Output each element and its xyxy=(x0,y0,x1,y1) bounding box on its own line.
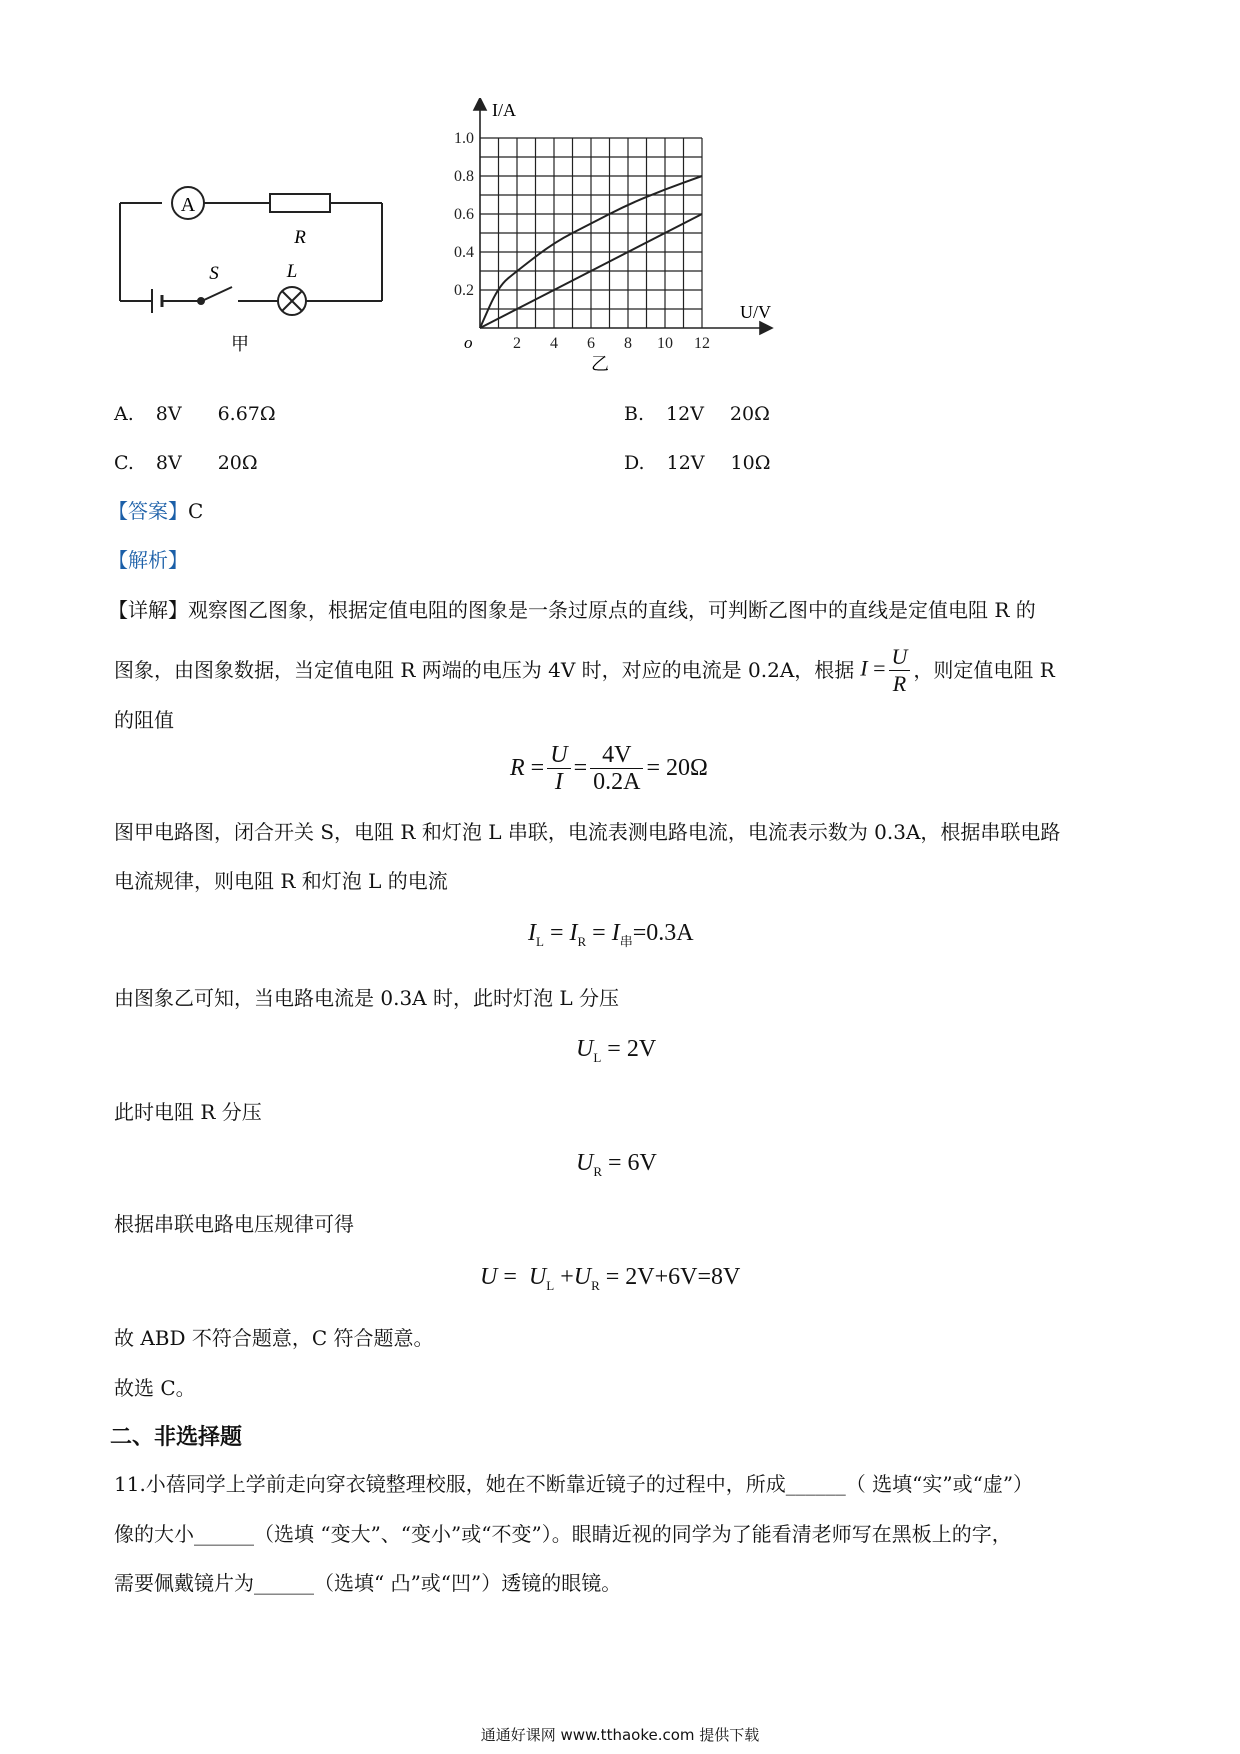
y-axis-label: I/A xyxy=(492,100,516,120)
eq-sub: R xyxy=(577,934,587,949)
detail-text: ，则定值电阻 R xyxy=(913,658,1055,682)
detail-tag: 【详解】 xyxy=(108,598,188,622)
option-c xyxy=(114,449,258,477)
eq-symbol: I xyxy=(554,769,563,795)
eq-symbol: U xyxy=(528,1264,547,1290)
analysis-tag: 【解析】 xyxy=(108,548,188,572)
y-tick-label: 0.6 xyxy=(454,206,474,223)
eq-value: = 2V+6V=8V xyxy=(605,1264,741,1290)
eq-sub: L xyxy=(593,1050,602,1065)
figure-yi-caption: 乙 xyxy=(591,354,609,374)
question-11-line-1: 11.小蓓同学上学前走向穿衣镜整理校服，她在不断靠近镜子的过程中，所成______（ 选填“实”或“虚”） xyxy=(114,1472,1034,1496)
detail-text: 图象，由图象数据，当定值电阻 R 两端的电压为 4V 时，对应的电流是 0.2A，根据 xyxy=(114,658,855,682)
equation-total-voltage: $U = U_L +U_R = 2V+6V=8V$ xyxy=(480,1264,741,1293)
eq-value: = 6V xyxy=(608,1150,657,1176)
x-tick-label: 6 xyxy=(587,335,595,352)
paragraph-7: 故选 C。 xyxy=(114,1376,196,1400)
eq-symbol: R xyxy=(892,670,907,696)
eq-symbol: I xyxy=(528,920,536,946)
option-resistance: 20Ω xyxy=(217,452,258,474)
eq-sub: L xyxy=(536,934,544,949)
option-letter: C. xyxy=(114,452,134,474)
option-resistance: 20Ω xyxy=(729,403,770,425)
option-letter: A. xyxy=(114,403,134,425)
lamp-label: L xyxy=(286,261,298,282)
y-tick-label: 0.8 xyxy=(454,168,474,185)
eq-symbol: I xyxy=(611,920,620,946)
eq-value: = 2V xyxy=(607,1036,657,1062)
option-voltage: 8V xyxy=(155,403,182,425)
eq-symbol: U xyxy=(573,1264,592,1290)
option-d xyxy=(624,449,770,477)
eq-symbol: I xyxy=(569,920,578,946)
x-axis-label: U/V xyxy=(740,302,771,322)
switch-label: S xyxy=(209,263,219,284)
paragraph-2a: 图甲电路图，闭合开关 S，电阻 R 和灯泡 L 串联，电流表测电路电流，电流表示数为 0.3A，根据串联电路 xyxy=(114,820,1061,844)
option-voltage: 12V xyxy=(666,452,705,474)
eq-value: 4V xyxy=(590,742,643,769)
detail-line-3: 的阻值 xyxy=(114,708,174,732)
option-voltage: 8V xyxy=(155,452,182,474)
origin-label: o xyxy=(464,333,473,352)
option-resistance: 10Ω xyxy=(730,452,771,474)
option-resistance: 6.67Ω xyxy=(217,403,276,425)
eq-symbol: U xyxy=(889,644,911,671)
equation-ur xyxy=(576,1150,657,1180)
eq-sub: R xyxy=(593,1164,603,1179)
eq-value: = 20Ω xyxy=(646,755,708,781)
y-tick-label: 0.2 xyxy=(454,282,474,299)
y-tick-label: 0.4 xyxy=(454,244,474,261)
answer-tag: 【答案】 xyxy=(108,499,188,523)
eq-symbol: U xyxy=(576,1036,594,1062)
eq-value: 0.2A xyxy=(593,769,641,795)
eq-symbol: U xyxy=(576,1150,594,1176)
equation-resistance: R = $\frac{U}{I}$ = $\frac{4V}{0.2A}$ = 20Ω xyxy=(510,742,708,795)
paragraph-3: 由图象乙可知，当电路电流是 0.3A 时，此时灯泡 L 分压 xyxy=(114,986,619,1010)
option-voltage: 12V xyxy=(666,403,704,425)
paragraph-5: 根据串联电路电压规律可得 xyxy=(114,1212,354,1236)
x-tick-label: 8 xyxy=(624,335,632,352)
question-11-line-3: 需要佩戴镜片为______（选填“ 凸”或“凹”）透镜的眼镜。 xyxy=(114,1571,622,1595)
switch-symbol xyxy=(204,287,232,300)
x-tick-label: 2 xyxy=(513,335,521,352)
detail-line-1 xyxy=(108,596,1036,624)
eq-value: =0.3A xyxy=(632,920,694,946)
eq-symbol: R xyxy=(510,755,525,781)
answer-line xyxy=(108,497,203,525)
paragraph-6: 故 ABD 不符合题意，C 符合题意。 xyxy=(114,1326,434,1350)
iu-graph xyxy=(420,98,780,374)
x-axis-arrow-icon xyxy=(760,322,772,334)
page-footer: 通通好课网 www.tthaoke.com 提供下载 xyxy=(480,1726,760,1744)
answer-value: C xyxy=(188,499,204,523)
figure-jia-caption: 甲 xyxy=(231,334,249,355)
question-11-line-2: 像的大小______（选填 “变大”、“变小”或“不变”）。眼睛近视的同学为了能看清老师写在黑板上的字， xyxy=(114,1522,1012,1546)
option-b xyxy=(624,400,770,428)
option-letter: D. xyxy=(624,452,645,474)
detail-text: 观察图乙图象，根据定值电阻的图象是一条过原点的直线，可判断乙图中的直线是定值电阻 R 的 xyxy=(188,598,1036,622)
section-heading: 二、非选择题 xyxy=(110,1425,243,1450)
resistor-symbol xyxy=(270,194,330,212)
eq-symbol: U xyxy=(480,1264,498,1290)
x-tick-label: 12 xyxy=(694,335,710,352)
paragraph-2b: 电流规律，则电阻 R 和灯泡 L 的电流 xyxy=(114,869,448,893)
resistor-label: R xyxy=(294,227,306,248)
y-axis-arrow-icon xyxy=(474,98,486,110)
detail-line-2 xyxy=(114,640,1055,700)
x-tick-label: 4 xyxy=(550,335,558,352)
eq-symbol: I xyxy=(860,655,868,681)
circuit-diagram xyxy=(110,165,400,355)
paragraph-4: 此时电阻 R 分压 xyxy=(114,1100,262,1124)
eq-sub: R xyxy=(591,1278,600,1293)
option-letter: B. xyxy=(624,403,645,425)
x-tick-label: 10 xyxy=(657,335,673,352)
equation-ul xyxy=(576,1036,656,1066)
option-a xyxy=(114,400,276,428)
equation-current: $I_L = I_R = I_串=0.3A$ xyxy=(528,920,694,950)
y-tick-label: 1.0 xyxy=(454,130,474,147)
ohm-law-inline: I = $\frac{U}{R}$ xyxy=(860,644,913,697)
ammeter-label: A xyxy=(180,194,196,216)
eq-sub: 串 xyxy=(619,935,633,950)
eq-symbol: U xyxy=(547,742,570,769)
eq-sub: L xyxy=(546,1278,555,1293)
